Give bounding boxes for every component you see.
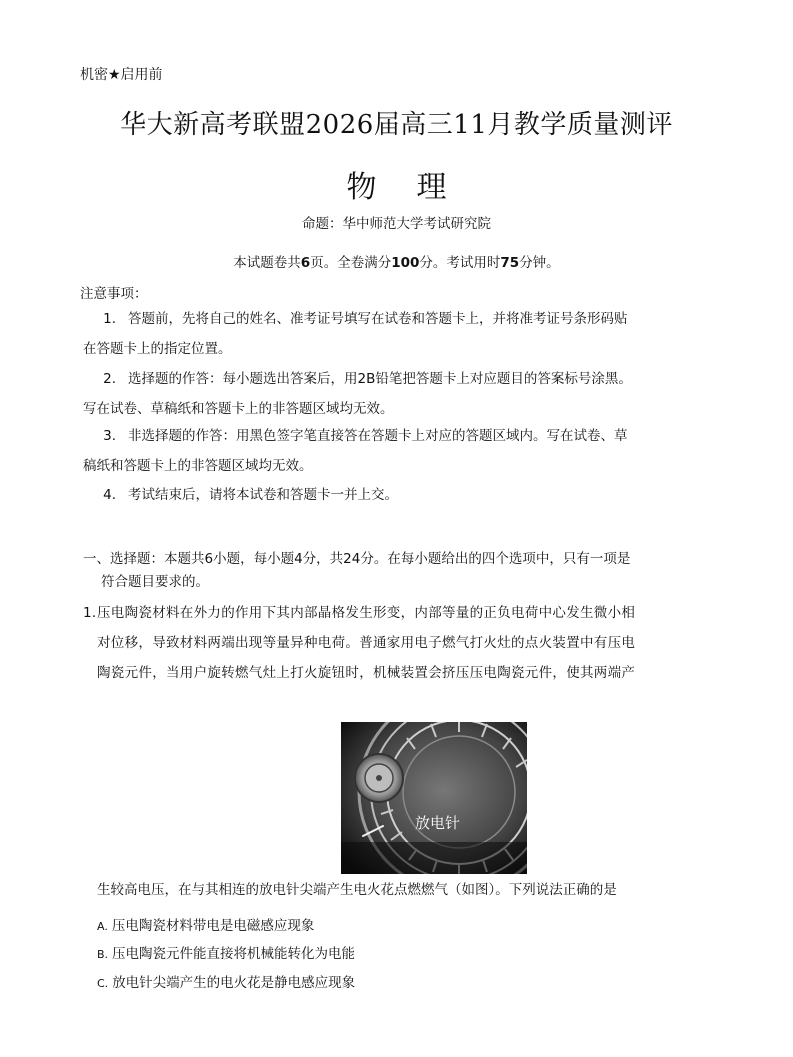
notice-item-3: 3. 非选择题的作答：用黑色签字笔直接答在答题卡上对应的答题区域内。写在试卷、草 稿纸和答题卡上的非答题区域均无效。	[83, 428, 628, 474]
option-c: C. 放电针尖端产生的电火花是静电感应现象	[97, 975, 356, 991]
subject-char-1: 物	[346, 170, 377, 205]
figure-label: 放电针	[415, 814, 461, 832]
section-heading: 一、选择题：本题共6小题，每小题4分，共24分。在每小题给出的四个选项中，只有一项是 符合题目要求的。	[83, 551, 631, 590]
question-1: 1.压电陶瓷材料在外力的作用下其内部晶格发生形变，内部等量的正负电荷中心发生微小相 对位移，导致材料两端出现等量异种电荷。普通家用电子燃气打火灶的点火装置中有压电 陶瓷元件，当用户旋转燃气灶上打火旋钮时，机械装置会挤压压电陶瓷元件，使其两端产	[83, 605, 636, 681]
exam-info: 本试题卷共6页。全卷满分100分。考试用时75分钟。	[233, 255, 560, 271]
notice-item-1: 1. 答题前，先将自己的姓名、准考证号填写在试卷和答题卡上，并将准考证号条形码贴 在答题卡上的指定位置。	[83, 311, 628, 357]
question-1-continuation: 生较高电压，在与其相连的放电针尖端产生电火花点燃燃气（如图）。下列说法正确的是	[97, 882, 617, 898]
notice-label: 注意事项：	[80, 286, 148, 302]
author-line: 命题：华中师范大学考试研究院	[302, 216, 491, 232]
confidential-mark: 机密★启用前	[80, 67, 163, 83]
subject-char-2: 理	[416, 170, 447, 205]
igniter-photo-graphic	[341, 722, 527, 874]
exam-title: 华大新高考联盟2026届高三11月教学质量测评	[120, 110, 673, 140]
subject-title	[0, 162, 793, 206]
igniter-photo	[341, 722, 527, 874]
notice-item-4: 4. 考试结束后，请将本试卷和答题卡一并上交。	[103, 487, 398, 503]
option-a: A. 压电陶瓷材料带电是电磁感应现象	[97, 918, 315, 934]
notice-item-2: 2. 选择题的作答：每小题选出答案后，用2B铅笔把答题卡上对应题目的答案标号涂黑。 写在试卷、草稿纸和答题卡上的非答题区域均无效。	[83, 371, 632, 417]
option-b: B. 压电陶瓷元件能直接将机械能转化为电能	[97, 946, 356, 962]
